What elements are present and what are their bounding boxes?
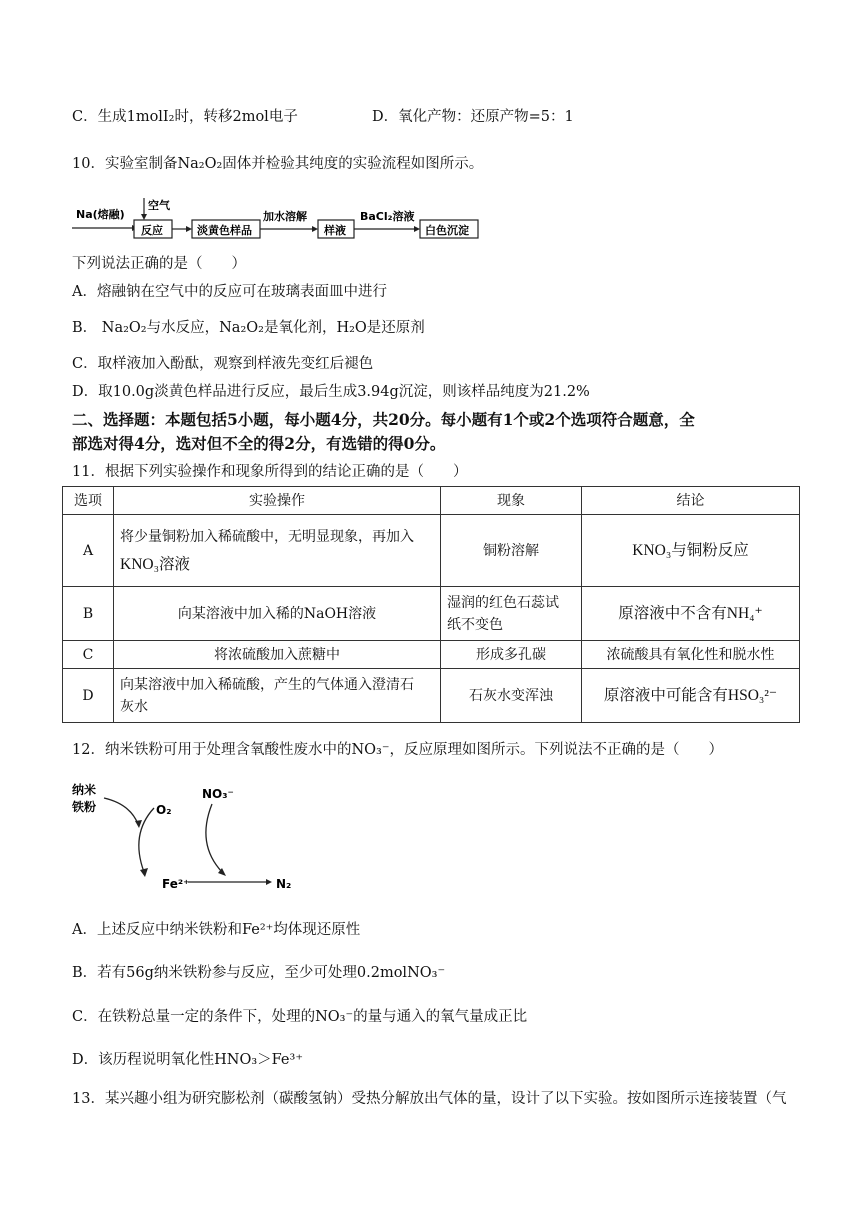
row-a-operation-line2: KNO₃溶液 [120,555,190,573]
row-d-operation-line2: 灰水 [120,698,148,715]
table-row [63,669,800,723]
row-d-operation-line1: 向某溶液中加入稀硫酸，产生的气体通入澄清石 [120,676,414,693]
row-c-phenomenon: 形成多孔碳 [441,641,582,669]
row-c-conclusion: 浓硫酸具有氧化性和脱水性 [582,641,800,669]
q12-option-c: C．在铁粉总量一定的条件下，处理的NO₃⁻的量与通入的氧气量成正比 [72,1009,528,1025]
header-operation: 实验操作 [114,487,441,515]
flow-box-solution: 样液 [324,224,346,237]
table-row [63,641,800,669]
row-a-option: A [63,515,114,587]
header-phenomenon: 现象 [441,487,582,515]
q12-option-b: B．若有56g纳米铁粉参与反应，至少可处理0.2molNO₃⁻ [72,965,446,981]
q10-flow-diagram [72,194,492,242]
flow-arrow-bacl2-label: BaCl₂溶液 [360,210,415,223]
flow-air-label: 空气 [148,199,170,212]
q12-option-a: A．上述反应中纳米铁粉和Fe²⁺均体现还原性 [72,922,361,938]
diagram-n2-label: N₂ [276,877,292,891]
q10-option-d: D．取10.0g淡黄色样品进行反应，最后生成3.94g沉淀，则该样品纯度为21.2% [72,384,590,400]
diagram-nano-label-2: 铁粉 [72,800,97,814]
diagram-fe2-label: Fe²⁺ [162,877,190,891]
q9-option-c: C．生成1molI₂时，转移2mol电子 [72,109,298,125]
row-b-phenomenon-line1: 湿润的红色石蕊试 [447,594,559,611]
table-header-row [63,487,800,515]
q12-stem: 12．纳米铁粉可用于处理含氧酸性废水中的NO₃⁻，反应原理如图所示。下列说法不正确的是（ ） [72,742,723,758]
diagram-no3-label: NO₃⁻ [202,787,234,801]
header-conclusion: 结论 [582,487,800,515]
row-b-operation: 向某溶液中加入稀的NaOH溶液 [114,587,441,641]
row-b-option: B [63,587,114,641]
table-row [63,515,800,587]
q10-option-a: A．熔融钠在空气中的反应可在玻璃表面皿中进行 [72,284,387,300]
q10-stem: 10．实验室制备Na₂O₂固体并检验其纯度的实验流程如图所示。 [72,156,484,172]
flow-box-reaction: 反应 [141,224,163,237]
q12-reaction-diagram [72,776,312,894]
q11-stem: 11．根据下列实验操作和现象所得到的结论正确的是（ ） [72,464,468,480]
table-row [63,587,800,641]
section2-heading-line1: 二、选择题：本题包括5小题，每小题4分，共20分。每小题有1个或2个选项符合题意，全 [72,410,695,429]
q10-option-b: B． Na₂O₂与水反应，Na₂O₂是氧化剂，H₂O是还原剂 [72,320,425,336]
row-b-conclusion: 原溶液中不含有NH₄⁺ [582,587,800,641]
row-b-phenomenon [441,587,582,641]
q9-option-d: D．氧化产物：还原产物=5：1 [372,109,574,125]
flow-arrow-dissolve-label: 加水溶解 [263,210,307,223]
row-d-conclusion: 原溶液中可能含有HSO₃²⁻ [582,669,800,723]
flow-box-sample: 淡黄色样品 [197,224,252,237]
row-d-option: D [63,669,114,723]
q12-option-d: D．该历程说明氧化性HNO₃＞Fe³⁺ [72,1052,303,1068]
row-a-conclusion: KNO₃与铜粉反应 [582,515,800,587]
row-c-operation: 将浓硫酸加入蔗糖中 [114,641,441,669]
row-d-phenomenon: 石灰水变浑浊 [441,669,582,723]
header-option: 选项 [63,487,114,515]
row-a-phenomenon: 铜粉溶解 [441,515,582,587]
diagram-o2-label: O₂ [156,803,172,817]
q10-prompt: 下列说法正确的是（ ） [72,256,246,272]
row-a-operation-line1: 将少量铜粉加入稀硫酸中，无明显现象，再加入 [120,528,414,545]
section2-heading-line2: 部选对得4分，选对但不全的得2分，有选错的得0分。 [72,434,446,453]
diagram-nano-label-1: 纳米 [72,783,97,797]
flow-start-label: Na(熔融) [76,208,125,221]
row-a-operation [114,515,441,587]
row-b-phenomenon-line2: 纸不变色 [447,616,503,633]
q10-option-c: C．取样液加入酚酞，观察到样液先变红后褪色 [72,356,374,372]
q13-stem: 13．某兴趣小组为研究膨松剂（碳酸氢钠）受热分解放出气体的量，设计了以下实验。按如图所示连接装置（气 [72,1091,787,1107]
row-c-option: C [63,641,114,669]
row-d-operation [114,669,441,723]
flow-box-precipitate: 白色沉淀 [425,224,469,237]
q11-table [62,486,800,723]
